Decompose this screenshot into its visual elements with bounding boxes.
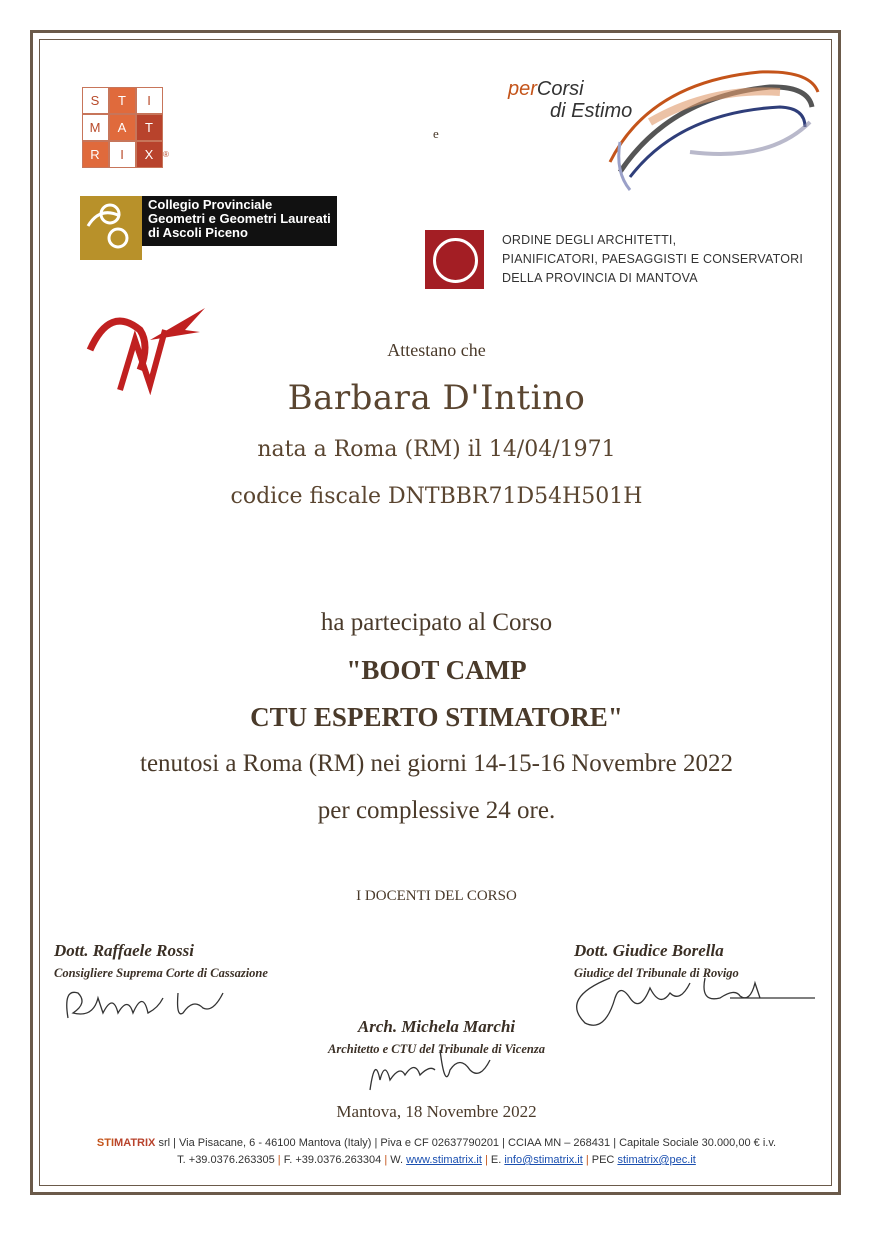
footer-web-label: W. [390,1154,407,1166]
footer-web-link[interactable]: www.stimatrix.it [406,1154,482,1166]
recipient-name: Barbara D'Intino [287,378,586,418]
percorsi-logo-text [508,78,632,122]
footer-email-label: E. [490,1154,505,1166]
footer-pec-label: PEC [591,1154,618,1166]
percorsi-text-c: di Estimo [550,100,633,122]
stim-cell: T [109,87,136,114]
percorsi-text-a: per [508,78,537,100]
percorsi-text-b: Corsi [536,78,584,100]
ordine-logo [425,230,803,289]
stim-cell: A [109,114,136,141]
collegio-line: di Ascoli Piceno [148,225,248,240]
ordine-line: ORDINE DEGLI ARCHITETTI, [502,233,677,247]
stim-cell: I [136,87,163,114]
course-title-line2: CTU ESPERTO STIMATORE" [250,702,623,732]
stim-cell: S [82,87,109,114]
signatory-role: Giudice del Tribunale di Rovigo [574,966,739,980]
footer-brand-a: STI [96,1137,115,1149]
stim-cell: X [136,141,163,168]
footer-pec-link[interactable]: stimatrix@pec.it [617,1154,696,1166]
footer-fax: F. +39.0376.263304 [283,1154,382,1166]
collegio-mark-icon [80,196,142,260]
stim-cell: T [136,114,163,141]
course-dates: tenutosi a Roma (RM) nei giorni 14-15-16 Novembre 2022 [140,750,733,777]
signatory-name: Dott. Giudice Borella [574,941,724,960]
attest-text: Attestano che [387,340,486,360]
signatory-name: Dott. Raffaele Rossi [54,941,194,960]
fiscal-code: codice fiscale DNTBBR71D54H501H [230,484,643,509]
signatory-role: Consigliere Suprema Corte di Cassazione [54,966,268,980]
ordine-text [502,231,803,288]
footer-phone: T. +39.0376.263305 [177,1154,275,1166]
ordine-line: DELLA PROVINCIA DI MANTOVA [502,271,698,285]
conjunction-and: e [433,126,439,141]
footer-company-info: srl | Via Pisacane, 6 - 46100 Mantova (Italy) | Piva e CF 02637790201 | CCIAA MN – 268431 | Capitale Sociale 30.000,00 € i.v. [155,1137,777,1149]
collegio-text [142,196,337,246]
birth-info: nata a Roma (RM) il 14/04/1971 [257,437,616,462]
date-place: Mantova, 18 Novembre 2022 [336,1102,537,1121]
collegio-logo [80,196,367,260]
stimatrix-logo [82,87,163,168]
stim-cell: R [82,141,109,168]
signature-image [360,1040,510,1100]
signatory-role: Architetto e CTU del Tribunale di Vicenza [328,1042,545,1056]
stim-cell: I [109,141,136,168]
percorsi-swoosh-graphic [590,52,825,192]
participation-text: ha partecipato al Corso [320,609,553,636]
stim-cell: M [82,114,109,141]
footer-line1 [0,1137,873,1149]
footer-brand-b: MATRIX [114,1137,156,1149]
signatory-name: Arch. Michela Marchi [357,1017,516,1036]
stim-reg-mark: ® [163,150,169,159]
course-title-line1: "BOOT CAMP [346,655,527,685]
ordine-line: PIANIFICATORI, PAESAGGISTI E CONSERVATORI [502,252,804,266]
teachers-heading: I DOCENTI DEL CORSO [356,888,517,904]
ordine-mark-icon [425,230,484,289]
footer-email-link[interactable]: info@stimatrix.it [504,1154,583,1166]
collegio-line: Collegio Provinciale [148,197,273,212]
footer-line2: T. +39.0376.263305 | F. +39.0376.263304 | W. www.stimatrix.it | E. info@stimatrix.it | PEC stimatrix@pec.it [177,1154,696,1166]
collegio-line: Geometri e Geometri Laureati [148,211,331,226]
course-hours: per complessive 24 ore. [317,797,556,824]
